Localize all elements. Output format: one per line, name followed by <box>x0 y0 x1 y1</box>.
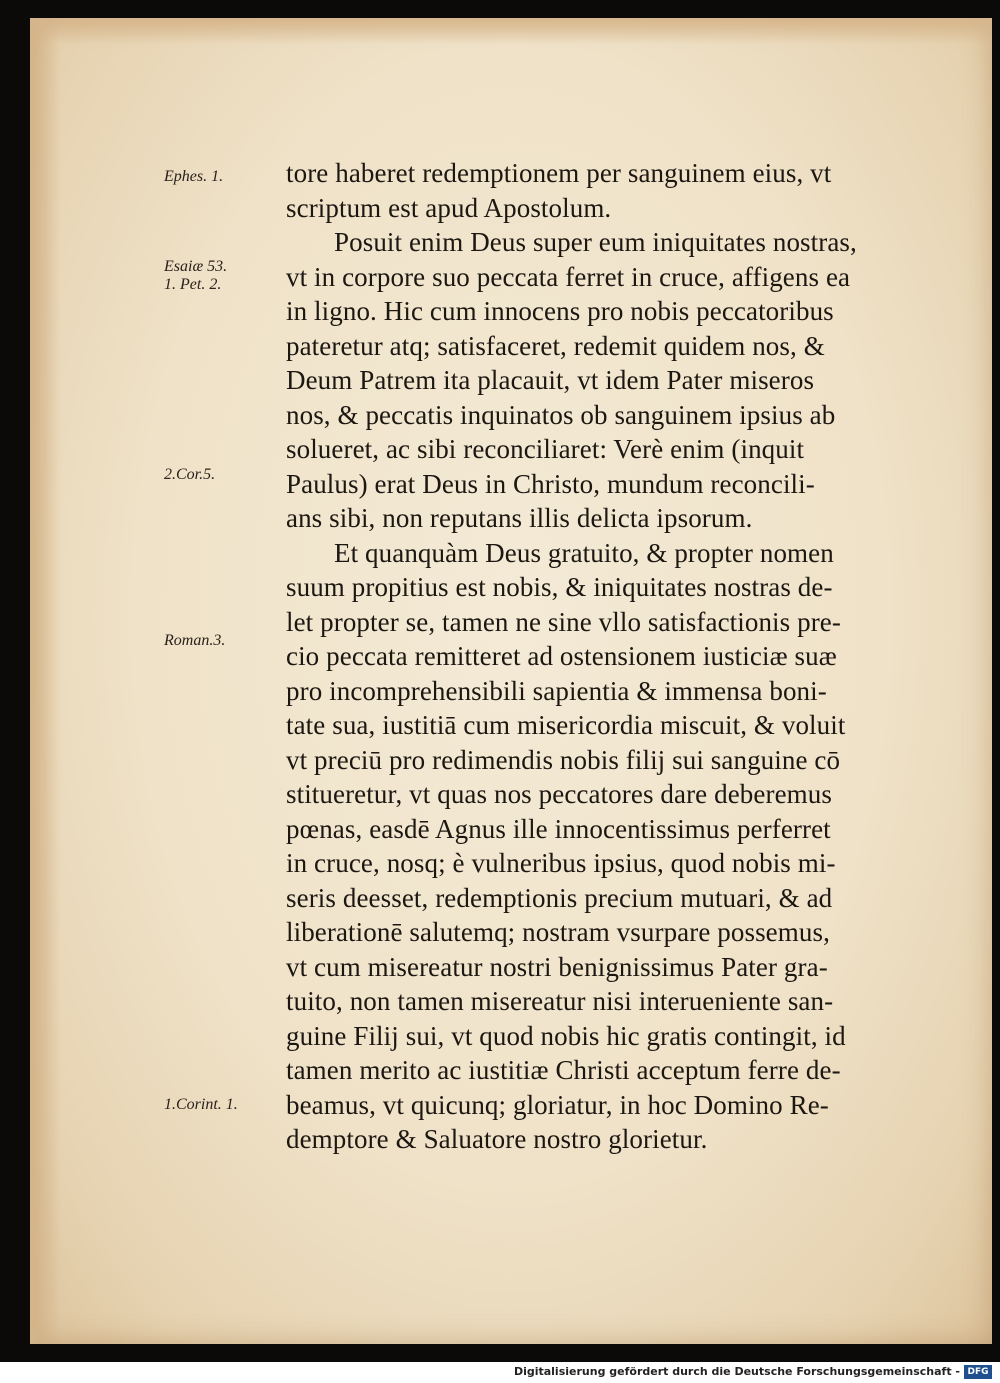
text-line: suum propitius est nobis, & iniquitates nostras de- <box>286 572 833 602</box>
text-line: pro incomprehensibili sapientia & immensa boni- <box>286 675 827 706</box>
margin-note-pet: 1. Pet. 2. <box>164 276 222 293</box>
book-page <box>30 18 992 1344</box>
text-line: stitueretur, vt quas nos peccatores dare deberemus <box>286 779 832 809</box>
text-line: guine Filij sui, vt quod nobis hic gratis contingit, id <box>286 1020 846 1051</box>
text-line: liberationē salutemq; nostram vsurpare possemus, <box>286 917 830 947</box>
margin-note-ephes: Ephes. 1. <box>164 168 224 185</box>
text-line: pœnas, easdē Agnus ille innocentissimus perferret <box>286 813 831 844</box>
text-line: nos, & peccatis inquinatos ob sanguinem ipsius ab <box>286 399 836 430</box>
text-line: vt preciū pro redimendis nobis filij sui sanguine cō <box>286 744 841 775</box>
dfg-logo[interactable]: DFG <box>964 1365 992 1379</box>
main-text-block <box>286 156 946 1157</box>
margin-note-roman: Roman.3. <box>164 632 226 649</box>
text-line: Paulus) erat Deus in Christo, mundum reconcili- <box>286 468 815 499</box>
text-line: Deum Patrem ita placauit, vt idem Pater miseros <box>286 365 815 395</box>
text-line: let propter se, tamen ne sine vllo satisfactionis pre- <box>286 606 841 637</box>
text-line: tore haberet redemptionem per sanguinem eius, vt <box>286 158 832 188</box>
text-line: beamus, vt quicunq; gloriatur, in hoc Domino Re- <box>286 1089 829 1120</box>
text-line: Et quanquàm Deus gratuito, & propter nomen <box>334 537 834 568</box>
text-line: solueret, ac sibi reconciliaret: Verè enim (inquit <box>286 434 805 464</box>
text-line: vt cum misereatur nostri benignissimus Pater gra- <box>286 951 828 982</box>
text-line: in ligno. Hic cum innocens pro nobis peccatoribus <box>286 296 834 326</box>
margin-note-cor: 2.Cor.5. <box>164 466 216 483</box>
text-line: demptore & Saluatore nostro glorietur. <box>286 1124 708 1154</box>
text-line: cio peccata remitteret ad ostensionem iusticiæ suæ <box>286 641 837 671</box>
text-line: seris deesset, redemptionis precium mutuari, & ad <box>286 882 833 913</box>
margin-note-corint: 1.Corint. 1. <box>164 1096 238 1113</box>
margin-note-esaiae: Esaiæ 53. <box>164 258 228 275</box>
funding-credit: Digitalisierung gefördert durch die Deutsche Forschungsgemeinschaft - <box>513 1365 960 1378</box>
text-line: tate sua, iustitiā cum misericordia miscuit, & voluit <box>286 710 846 740</box>
text-line: pateretur atq; satisfaceret, redemit quidem nos, & <box>286 330 825 361</box>
text-line: tamen merito ac iustitiæ Christi acceptum ferre de- <box>286 1055 841 1085</box>
text-line: tuito, non tamen misereatur nisi interueniente san- <box>286 986 834 1016</box>
text-line: scriptum est apud Apostolum. <box>286 192 612 223</box>
text-line: ans sibi, non reputans illis delicta ipsorum. <box>286 503 753 533</box>
text-line: in cruce, nosq; è vulneribus ipsius, quod nobis mi- <box>286 848 836 878</box>
text-line: vt in corpore suo peccata ferret in cruce, affigens ea <box>286 261 851 292</box>
text-line: Posuit enim Deus super eum iniquitates nostras, <box>334 227 857 257</box>
footer-bar <box>0 1362 1000 1383</box>
